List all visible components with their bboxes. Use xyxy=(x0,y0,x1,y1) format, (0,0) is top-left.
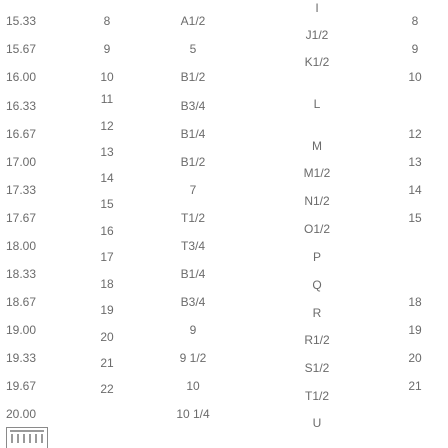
cell: 18.67 xyxy=(6,295,37,309)
cell: 16.33 xyxy=(6,99,37,113)
cell: B3/4 xyxy=(180,295,206,309)
diagram-bar xyxy=(11,434,13,443)
cell: P xyxy=(312,250,321,264)
cell: 17.67 xyxy=(6,211,37,225)
cell: 18 xyxy=(100,277,114,291)
cell: 18.33 xyxy=(6,267,37,281)
cell: K1/2 xyxy=(304,55,330,69)
cell: 19.67 xyxy=(6,379,37,393)
diagram-bar xyxy=(29,434,31,443)
cell: 21 xyxy=(100,356,114,370)
cell: B1/4 xyxy=(180,267,206,281)
diagram-bar xyxy=(41,434,43,443)
cell: J1/2 xyxy=(305,28,329,42)
cell: O1/2 xyxy=(303,222,330,236)
cell: R1/2 xyxy=(304,333,330,347)
cell: 16.67 xyxy=(6,127,37,141)
cell: 11 xyxy=(100,92,114,106)
cell: B3/4 xyxy=(180,99,206,113)
cell: 17.00 xyxy=(6,155,37,169)
cell: T3/4 xyxy=(180,239,205,253)
cell: T1/2 xyxy=(304,389,329,403)
cell: I xyxy=(315,1,319,15)
diagram-bar xyxy=(35,434,37,443)
cell: 15 xyxy=(408,211,422,225)
ring-sizer-diagram xyxy=(6,427,48,448)
cell: M xyxy=(312,139,322,153)
cell: T1/2 xyxy=(180,211,205,225)
cell: S1/2 xyxy=(304,361,330,375)
cell: A1/2 xyxy=(180,14,206,28)
cell: 9 xyxy=(103,42,111,56)
cell: 10 xyxy=(100,70,114,84)
cell: 16 xyxy=(100,224,114,238)
cell: 9 xyxy=(189,323,197,337)
cell: 13 xyxy=(100,145,114,159)
cell: 19.33 xyxy=(6,351,37,365)
cell: 12 xyxy=(408,127,422,141)
cell: 21 xyxy=(408,379,422,393)
cell: 10 1/4 xyxy=(176,407,210,421)
cell: R xyxy=(312,306,322,320)
cell: 18 xyxy=(408,295,422,309)
cell: 19 xyxy=(100,303,114,317)
cell: 15 xyxy=(100,197,114,211)
cell: 10 xyxy=(186,379,200,393)
cell: 16.00 xyxy=(6,70,37,84)
cell: 17.33 xyxy=(6,183,37,197)
cell: U xyxy=(312,416,322,430)
cell: 18.00 xyxy=(6,239,37,253)
cell: B1/2 xyxy=(180,70,206,84)
cell: L xyxy=(313,97,321,111)
diagram-bar xyxy=(23,434,25,443)
cell: B1/4 xyxy=(180,127,206,141)
cell: 14 xyxy=(100,171,114,185)
cell: 14 xyxy=(408,183,422,197)
cell: 7 xyxy=(189,183,197,197)
cell: 17 xyxy=(100,250,114,264)
cell: 22 xyxy=(100,382,114,396)
cell: 15.33 xyxy=(6,14,37,28)
diagram-bar xyxy=(17,434,19,443)
cell: 9 1/2 xyxy=(179,351,207,365)
cell: 19.00 xyxy=(6,323,37,337)
cell: 10 xyxy=(408,70,422,84)
cell: 15.67 xyxy=(6,42,37,56)
cell: 20.00 xyxy=(6,407,37,421)
cell: 19 xyxy=(408,323,422,337)
cell: 20 xyxy=(100,330,114,344)
cell: 13 xyxy=(408,155,422,169)
cell: B1/2 xyxy=(180,155,206,169)
cell: Q xyxy=(312,278,322,292)
cell: M1/2 xyxy=(303,166,331,180)
cell: 12 xyxy=(100,119,114,133)
cell: N1/2 xyxy=(304,194,330,208)
cell: 5 xyxy=(189,42,197,56)
cell: 9 xyxy=(411,42,419,56)
diagram-top-bar xyxy=(10,430,44,432)
cell: 8 xyxy=(411,14,419,28)
diagram-bars xyxy=(10,434,44,443)
cell: 20 xyxy=(408,351,422,365)
cell: 8 xyxy=(103,14,111,28)
